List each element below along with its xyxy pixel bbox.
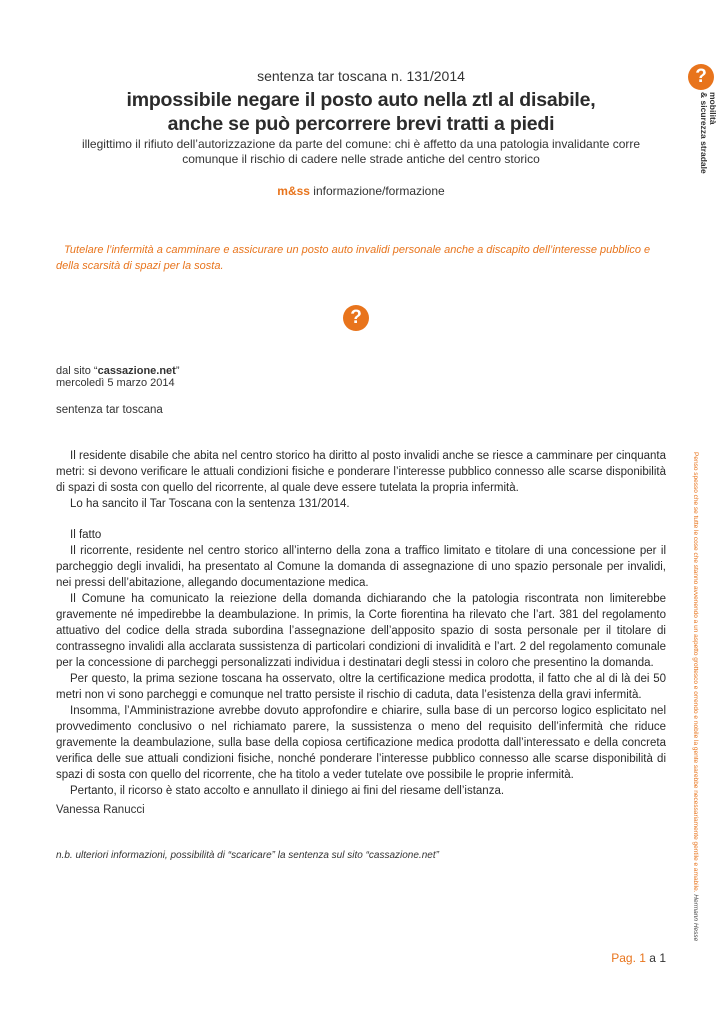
section-heading: Il fatto xyxy=(70,529,102,541)
paragraph: Il Comune ha comunicato la reiezione della domanda dichiarando che la patologia riscontrata non limiterebbe gravemente né impedirebbe la deambulazione. In primis, la Corte fiorentina ha rilevato che l’art. 381 del regolamento attuativo del codice della strada subordina l’assegnazione dell’apposito spazio di sosta personale per il titolare di contrassegno invalidi alla acclarata sussistenza di particolari condizioni di invalidità e l’art. 2 del regolamento comunale per la concessione di parcheggi personalizzati individua i destinatari degli stessi in coloro che presentino la domanda. xyxy=(56,593,666,669)
logo-text-line2: & sicurezza stradale xyxy=(699,92,709,174)
paragraph: Il residente disabile che abita nel centro storico ha diritto al posto invalidi anche se riesce a camminare per cinquanta metri: si devono verificare le attuali condizioni fisiche e ponderare l’interesse pubblico connesso alle scarse disponibilità di spazi di sosta con quello del ricorrente, al quale deve essere tutelata la propria infermità. xyxy=(56,450,666,494)
logo-text-line1: mobilità xyxy=(708,92,718,125)
intro-summary: Tutelare l’infermità a camminare e assicurare un posto auto invalidi personale anche a discapito dell’interesse pubblico e della scarsità di spazi per la sosta. xyxy=(56,244,651,272)
document-title xyxy=(56,88,666,136)
page-number xyxy=(611,951,666,965)
source-suffix: ” xyxy=(175,365,180,377)
brand-tagline: informazione/formazione xyxy=(309,184,445,198)
source-line xyxy=(56,365,180,377)
mss-logo xyxy=(688,64,718,174)
paragraph: Insomma, l’Amministrazione avrebbe dovuto approfondire e chiarire, sulla base di un percorso logico esplicitato nel provvedimento conclusivo o nel richiamato parere, la sussistenza o meno del requisito dell’infermità che riduce gravemente la deambulazione, sulla base della copiosa certificazione medica prodotta dall’interessato e della concreta verifica delle sue attuali condizioni fisiche, nonché ponderare l’interesse pubblico connesso alle scarse disponibilità di spazi di sosta con quello del ricorrente, che ha titolo a veder tutelate ove possibile le proprie infermità. xyxy=(56,705,666,781)
question-mark-icon: ? xyxy=(688,64,714,90)
question-mark-icon: ? xyxy=(343,305,369,331)
quote-author: Hermann Hesse xyxy=(692,894,699,942)
author-name: Vanessa Ranucci xyxy=(56,804,145,816)
brand-name: m&ss xyxy=(277,184,310,198)
page-total: 1 xyxy=(659,951,666,965)
footnote: n.b. ulteriori informazioni, possibilità di “scaricare” la sentenza sul sito “cassazione.net” xyxy=(56,850,439,861)
document-description: illegittimo il rifiuto dell’autorizzazione da parte del comune: chi è affetto da una patologia invalidante corre comunque il rischio di cadere nelle strade antiche del centro storico xyxy=(81,137,641,166)
source-date: mercoledì 5 marzo 2014 xyxy=(56,377,175,389)
logo-text xyxy=(699,92,717,174)
paragraph: Per questo, la prima sezione toscana ha osservato, oltre la certificazione medica prodotta, il fatto che al di là dei 50 metri non vi sono parcheggi e comunque nel tratto persiste il rischio di caduta, data l’esistenza della gravi infermità. xyxy=(56,673,666,701)
side-quote xyxy=(692,452,699,941)
paragraph: Pertanto, il ricorso è stato accolto e annullato il diniego ai fini del riesame dell’istanza. xyxy=(70,785,505,797)
source-site: cassazione.net xyxy=(97,365,176,377)
source-info xyxy=(56,365,180,389)
paragraph: Il ricorrente, residente nel centro storico all’interno della zona a traffico limitato e titolare di una concessione per il parcheggio degli invalidi, ha presentato al Comune la domanda di assegnazione di uno spazio personale per invalidi, nei pressi dell’abitazione, allegando documentazione medica. xyxy=(56,545,666,589)
source-prefix: dal sito “ xyxy=(56,365,98,377)
title-line-2: anche se può percorrere brevi tratti a piedi xyxy=(167,113,555,135)
article-body xyxy=(56,448,666,799)
category-label: sentenza tar toscana xyxy=(56,404,163,416)
quote-text: Penso spesso che se tutte le cose che stanno avvenendo a un aspetto grottesco e orrendo e nobile la gente sarebbe necessariamente gentile e amabile. xyxy=(692,452,699,895)
page-label: Pag. xyxy=(611,951,640,965)
page-separator: a xyxy=(645,951,660,965)
document-subtitle: sentenza tar toscana n. 131/2014 xyxy=(257,68,465,84)
title-line-1: impossibile negare il posto auto nella ztl al disabile, xyxy=(126,89,596,111)
brand-line xyxy=(56,184,666,198)
page-current: 1 xyxy=(639,951,646,965)
paragraph: Lo ha sancito il Tar Toscana con la sentenza 131/2014. xyxy=(70,498,350,510)
